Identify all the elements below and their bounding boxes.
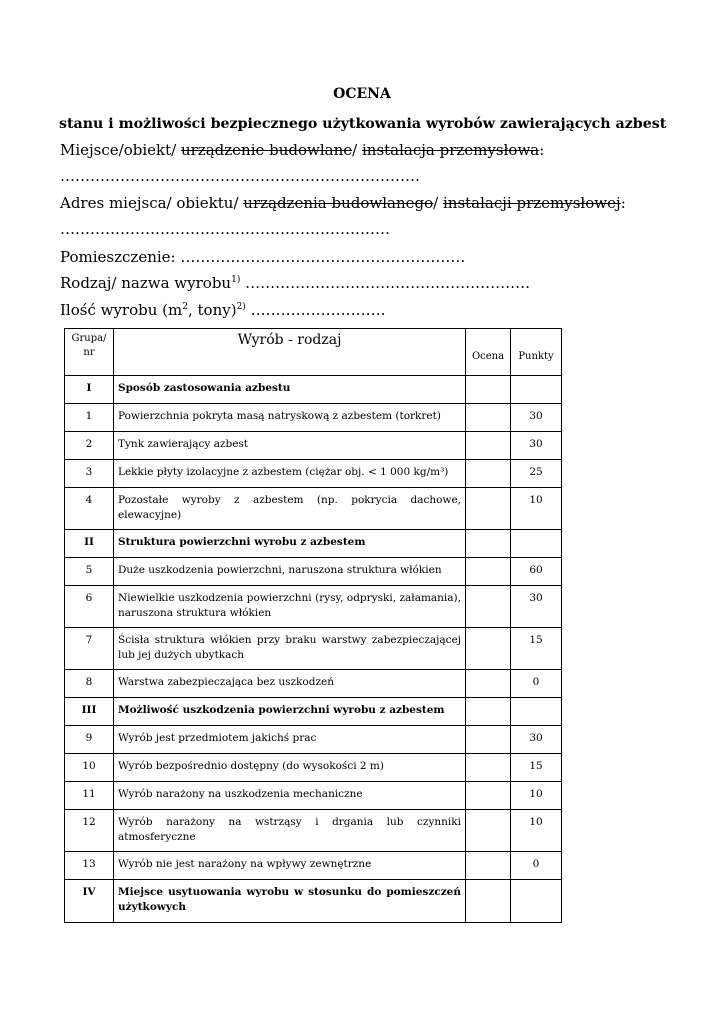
table-header-row <box>65 329 562 376</box>
table-row <box>65 670 562 698</box>
row-description: Ścisła struktura włókien przy braku warstwy zabezpieczającej lub jej dużych ubytkach <box>114 628 466 670</box>
section-title: Możliwość uszkodzenia powierzchni wyrobu z azbestem <box>114 698 466 726</box>
row-number: 11 <box>65 782 114 810</box>
struck-option-urzadzenie: urządzenie budowlane <box>180 141 353 159</box>
header-grupa: Grupa/ nr <box>65 329 114 376</box>
row-description: Tynk zawierający azbest <box>114 432 466 460</box>
table-row <box>65 404 562 432</box>
row-description: Wyrób narażony na wstrząsy i drgania lub czynniki atmosferyczne <box>114 810 466 852</box>
row-description: Niewielkie uszkodzenia powierzchni (rysy, odpryski, załamania), naruszona struktura włókien <box>114 586 466 628</box>
row-points: 0 <box>511 852 562 880</box>
section-title: Miejsce usytuowania wyrobu w stosunku do pomieszczeń użytkowych <box>114 880 466 923</box>
section-row <box>65 530 562 558</box>
ocena-cell[interactable] <box>466 376 511 404</box>
row-points: 30 <box>511 586 562 628</box>
table-row <box>65 558 562 586</box>
row-description: Wyrób narażony na uszkodzenia mechaniczne <box>114 782 466 810</box>
punkty-cell <box>511 698 562 726</box>
unit-superscript: 2 <box>182 302 188 312</box>
row-number: 9 <box>65 726 114 754</box>
row-number: 5 <box>65 558 114 586</box>
ocena-cell[interactable] <box>466 586 511 628</box>
section-title: Struktura powierzchni wyrobu z azbestem <box>114 530 466 558</box>
section-number: III <box>65 698 114 726</box>
ocena-cell[interactable] <box>466 530 511 558</box>
row-points: 15 <box>511 754 562 782</box>
section-row <box>65 698 562 726</box>
field-rodzaj[interactable] <box>60 274 530 292</box>
row-description: Lekkie płyty izolacyjne z azbestem (ciężar obj. < 1 000 kg/m³) <box>114 460 466 488</box>
ocena-cell[interactable] <box>466 852 511 880</box>
section-title: Sposób zastosowania azbestu <box>114 376 466 404</box>
struck-option-instalacji: instalacji przemysłowej <box>442 194 621 212</box>
row-description: Wyrób nie jest narażony na wpływy zewnętrzne <box>114 852 466 880</box>
row-number: 1 <box>65 404 114 432</box>
row-points: 10 <box>511 488 562 530</box>
ocena-cell[interactable] <box>466 432 511 460</box>
table-row <box>65 852 562 880</box>
row-points: 10 <box>511 782 562 810</box>
field-ilosc-blank[interactable]: ……………………… <box>245 301 386 319</box>
row-number: 3 <box>65 460 114 488</box>
colon: : <box>620 194 626 212</box>
struck-option-instalacja: instalacja przemysłowa <box>361 141 540 159</box>
row-points: 10 <box>511 810 562 852</box>
field-rodzaj-blank[interactable]: ………………………………………………… <box>240 274 531 292</box>
field-adres <box>60 194 626 212</box>
ocena-cell[interactable] <box>466 726 511 754</box>
row-description: Powierzchnia pokryta masą natryskową z azbestem (torkret) <box>114 404 466 432</box>
field-rodzaj-label: Rodzaj/ nazwa wyrobu <box>60 274 232 292</box>
ocena-cell[interactable] <box>466 754 511 782</box>
header-wyrob: Wyrób - rodzaj <box>114 329 466 376</box>
assessment-table <box>64 328 562 923</box>
section-number: II <box>65 530 114 558</box>
ocena-cell[interactable] <box>466 558 511 586</box>
row-number: 8 <box>65 670 114 698</box>
header-ocena: Ocena <box>466 329 511 376</box>
footnote-ref: 1) <box>231 275 241 285</box>
row-description: Warstwa zabezpieczająca bez uszkodzeń <box>114 670 466 698</box>
document-title: OCENA <box>333 86 391 102</box>
table-row <box>65 488 562 530</box>
ocena-cell[interactable] <box>466 782 511 810</box>
ocena-cell[interactable] <box>466 628 511 670</box>
table-row <box>65 628 562 670</box>
row-points: 15 <box>511 628 562 670</box>
table-row <box>65 754 562 782</box>
section-row <box>65 376 562 404</box>
ocena-cell[interactable] <box>466 670 511 698</box>
ocena-cell[interactable] <box>466 810 511 852</box>
row-description: Duże uszkodzenia powierzchni, naruszona struktura włókien <box>114 558 466 586</box>
field-adres-blank[interactable]: ………………………………………………………… <box>60 220 390 238</box>
ocena-cell[interactable] <box>466 698 511 726</box>
row-number: 6 <box>65 586 114 628</box>
header-punkty: Punkty <box>511 329 562 376</box>
row-points: 60 <box>511 558 562 586</box>
row-number: 7 <box>65 628 114 670</box>
section-number: I <box>65 376 114 404</box>
field-miejsce <box>60 141 544 159</box>
ocena-cell[interactable] <box>466 488 511 530</box>
row-description: Wyrób jest przedmiotem jakichś prac <box>114 726 466 754</box>
table-row <box>65 782 562 810</box>
row-points: 30 <box>511 404 562 432</box>
row-description: Pozostałe wyroby z azbestem (np. pokrycia dachowe, elewacyjne) <box>114 488 466 530</box>
ocena-cell[interactable] <box>466 460 511 488</box>
punkty-cell <box>511 530 562 558</box>
separator: / <box>433 194 443 212</box>
ocena-cell[interactable] <box>466 880 511 923</box>
row-number: 10 <box>65 754 114 782</box>
section-number: IV <box>65 880 114 923</box>
field-ilosc-label: Ilość wyrobu (m <box>60 301 183 319</box>
field-pomieszczenie[interactable]: Pomieszczenie: ………………………………………………… <box>60 248 466 266</box>
colon: : <box>539 141 545 159</box>
field-ilosc-label-2: , tony) <box>187 301 237 319</box>
row-description: Wyrób bezpośrednio dostępny (do wysokości 2 m) <box>114 754 466 782</box>
struck-option-urzadzenia: urządzenia budowlanego <box>243 194 434 212</box>
row-points: 0 <box>511 670 562 698</box>
table-row <box>65 810 562 852</box>
row-points: 25 <box>511 460 562 488</box>
separator: / <box>352 141 362 159</box>
row-points: 30 <box>511 726 562 754</box>
table-row <box>65 726 562 754</box>
footnote-ref: 2) <box>236 302 246 312</box>
row-number: 2 <box>65 432 114 460</box>
table-row <box>65 586 562 628</box>
row-number: 4 <box>65 488 114 530</box>
field-ilosc[interactable] <box>60 301 386 319</box>
table-row <box>65 460 562 488</box>
row-number: 12 <box>65 810 114 852</box>
punkty-cell <box>511 880 562 923</box>
ocena-cell[interactable] <box>466 404 511 432</box>
field-miejsce-blank[interactable]: ……………………………………………………………… <box>60 167 420 185</box>
section-row <box>65 880 562 923</box>
field-adres-label: Adres miejsca/ obiektu/ <box>60 194 244 212</box>
row-points: 30 <box>511 432 562 460</box>
table-row <box>65 432 562 460</box>
document-subtitle: stanu i możliwości bezpiecznego użytkowania wyrobów zawierających azbest <box>59 116 667 132</box>
punkty-cell <box>511 376 562 404</box>
field-miejsce-label: Miejsce/obiekt/ <box>60 141 181 159</box>
row-number: 13 <box>65 852 114 880</box>
